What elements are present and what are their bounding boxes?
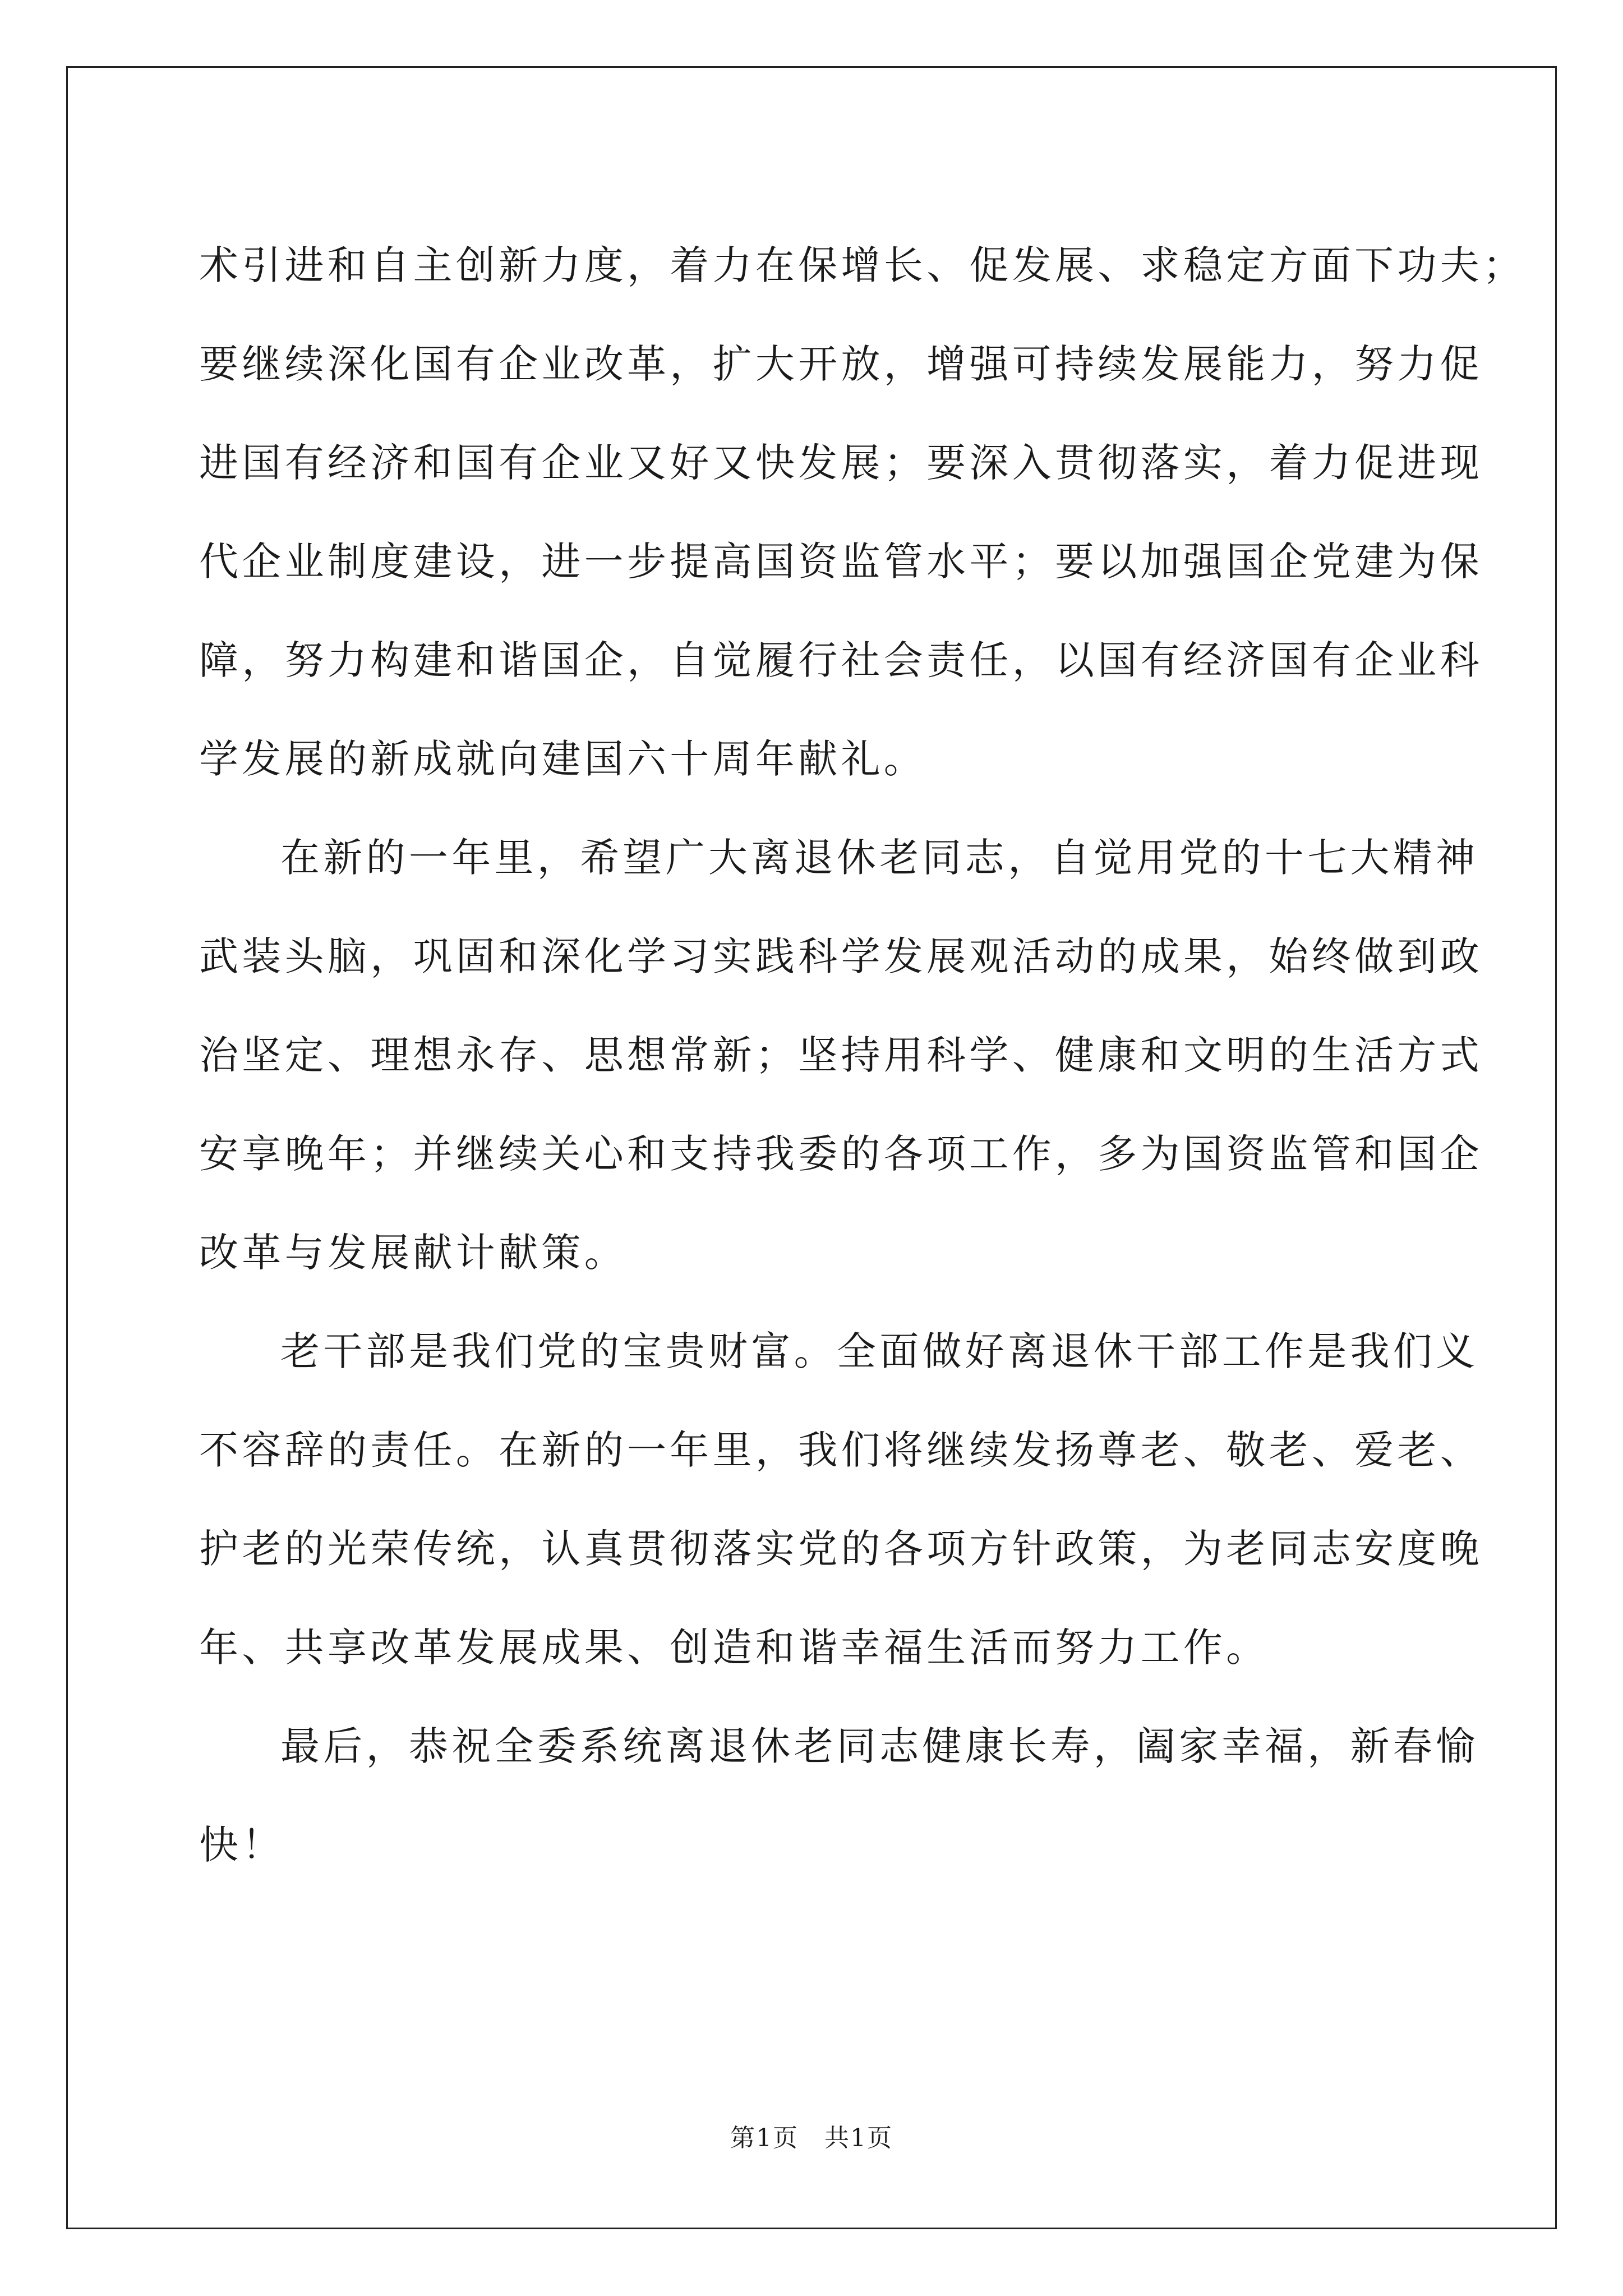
text-line: 年、共享改革发展成果、创造和谐幸福生活而努力工作。 (199, 1625, 1269, 1671)
text-line: 最后，恭祝全委系统离退休老同志健康长寿，阖家幸福，新春愉 (280, 1723, 1479, 1769)
text-line: 要继续深化国有企业改革，扩大开放，增强可持续发展能力，努力促 (199, 341, 1483, 387)
text-line: 术引进和自主创新力度，着力在保增长、促发展、求稳定方面下功夫； (199, 242, 1526, 288)
paragraph (199, 216, 1526, 808)
document-body (199, 216, 1526, 1894)
text-line: 障，努力构建和谐国企，自觉履行社会责任，以国有经济国有企业科 (199, 637, 1483, 683)
text-line: 护老的光荣传统，认真贯彻落实党的各项方针政策，为老同志安度晚 (199, 1526, 1483, 1572)
text-line: 代企业制度建设，进一步提高国资监管水平；要以加强国企党建为保 (199, 539, 1483, 585)
text-line: 学发展的新成就向建国六十周年献礼。 (199, 736, 927, 782)
page-number-footer: 第1页 共1页 (730, 2124, 893, 2152)
text-line: 老干部是我们党的宝贵财富。全面做好离退休干部工作是我们义 (280, 1328, 1479, 1374)
text-line: 不容辞的责任。在新的一年里，我们将继续发扬尊老、敬老、爱老、 (199, 1427, 1483, 1473)
text-line: 快！ (199, 1822, 285, 1868)
paragraph (199, 1302, 1483, 1697)
text-line: 进国有经济和国有企业又好又快发展；要深入贯彻落实，着力促进现 (199, 440, 1483, 486)
text-line: 在新的一年里，希望广大离退休老同志，自觉用党的十七大精神 (280, 835, 1479, 881)
text-line: 改革与发展献计献策。 (199, 1230, 627, 1276)
text-line: 治坚定、理想永存、思想常新；坚持用科学、健康和文明的生活方式 (199, 1032, 1483, 1078)
paragraph (199, 1697, 1479, 1894)
text-line: 安享晚年；并继续关心和支持我委的各项工作，多为国资监管和国企 (199, 1131, 1483, 1177)
paragraph (199, 808, 1483, 1302)
text-line: 武装头脑，巩固和深化学习实践科学发展观活动的成果，始终做到政 (199, 933, 1483, 979)
